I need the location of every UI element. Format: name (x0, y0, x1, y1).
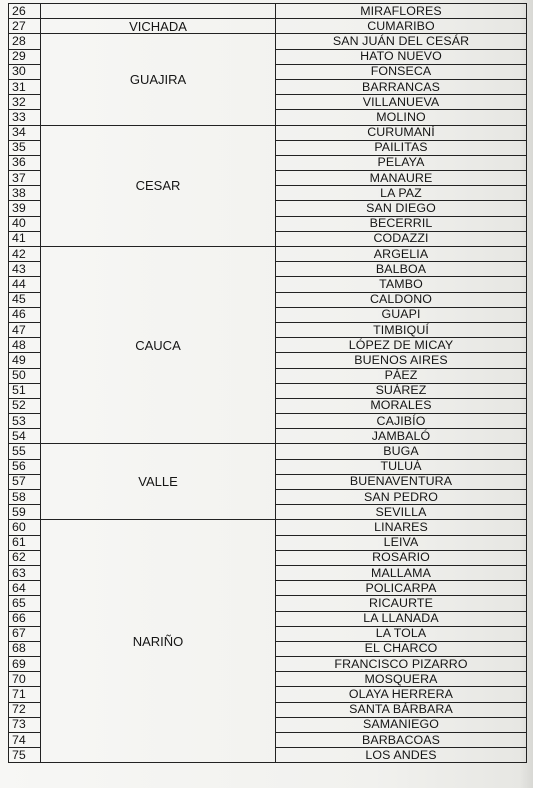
municipality-cell: MALLAMA (276, 565, 527, 580)
municipalities-table (8, 3, 527, 763)
row-number-cell: 74 (9, 733, 41, 748)
municipality-cell: BUENAVENTURA (276, 474, 527, 489)
department-cell: CAUCA (41, 247, 276, 444)
row-number-cell: 46 (9, 307, 41, 322)
row-number-cell: 32 (9, 95, 41, 110)
row-number-cell: 60 (9, 520, 41, 535)
row-number-cell: 42 (9, 247, 41, 262)
row-number-cell: 41 (9, 231, 41, 246)
row-number-cell: 52 (9, 398, 41, 413)
municipalities-table-wrapper (8, 3, 527, 763)
row-number-cell: 51 (9, 383, 41, 398)
department-cell (41, 4, 276, 19)
table-row (9, 34, 527, 49)
row-number-cell: 59 (9, 505, 41, 520)
municipality-cell: BARRANCAS (276, 79, 527, 94)
row-number-cell: 43 (9, 262, 41, 277)
row-number-cell: 67 (9, 626, 41, 641)
department-cell: GUAJIRA (41, 34, 276, 125)
row-number-cell: 75 (9, 748, 41, 763)
row-number-cell: 63 (9, 565, 41, 580)
row-number-cell: 50 (9, 368, 41, 383)
municipality-cell: LOS ANDES (276, 748, 527, 763)
row-number-cell: 68 (9, 641, 41, 656)
municipality-cell: MIRAFLORES (276, 4, 527, 19)
municipality-cell: VILLANUEVA (276, 95, 527, 110)
row-number-cell: 26 (9, 4, 41, 19)
table-row (9, 520, 527, 535)
municipality-cell: LA TOLA (276, 626, 527, 641)
row-number-cell: 36 (9, 155, 41, 170)
row-number-cell: 69 (9, 657, 41, 672)
municipality-cell: FRANCISCO PIZARRO (276, 657, 527, 672)
municipality-cell: LÓPEZ DE MICAY (276, 338, 527, 353)
department-cell: VALLE (41, 444, 276, 520)
municipality-cell: SUÁREZ (276, 383, 527, 398)
row-number-cell: 61 (9, 535, 41, 550)
department-cell: VICHADA (41, 19, 276, 34)
table-body (9, 4, 527, 763)
municipality-cell: MOSQUERA (276, 672, 527, 687)
municipality-cell: LA LLANADA (276, 611, 527, 626)
row-number-cell: 49 (9, 353, 41, 368)
municipality-cell: ROSARIO (276, 550, 527, 565)
municipality-cell: OLAYA HERRERA (276, 687, 527, 702)
municipality-cell: SAN JUÁN DEL CESÁR (276, 34, 527, 49)
row-number-cell: 47 (9, 322, 41, 337)
municipality-cell: SAMANIEGO (276, 717, 527, 732)
row-number-cell: 58 (9, 490, 41, 505)
department-cell: CESAR (41, 125, 276, 247)
municipality-cell: SAN PEDRO (276, 490, 527, 505)
row-number-cell: 56 (9, 459, 41, 474)
row-number-cell: 57 (9, 474, 41, 489)
municipality-cell: LINARES (276, 520, 527, 535)
municipality-cell: HATO NUEVO (276, 49, 527, 64)
municipality-cell: LEIVA (276, 535, 527, 550)
municipality-cell: SEVILLA (276, 505, 527, 520)
municipality-cell: PAILITAS (276, 140, 527, 155)
row-number-cell: 38 (9, 186, 41, 201)
row-number-cell: 30 (9, 64, 41, 79)
municipality-cell: MOLINO (276, 110, 527, 125)
municipality-cell: LA PAZ (276, 186, 527, 201)
municipality-cell: CURUMANÍ (276, 125, 527, 140)
municipality-cell: FONSECA (276, 64, 527, 79)
row-number-cell: 48 (9, 338, 41, 353)
row-number-cell: 70 (9, 672, 41, 687)
municipality-cell: EL CHARCO (276, 641, 527, 656)
row-number-cell: 33 (9, 110, 41, 125)
row-number-cell: 39 (9, 201, 41, 216)
municipality-cell: TIMBIQUÍ (276, 322, 527, 337)
row-number-cell: 35 (9, 140, 41, 155)
municipality-cell: BALBOA (276, 262, 527, 277)
row-number-cell: 54 (9, 429, 41, 444)
municipality-cell: CODAZZI (276, 231, 527, 246)
row-number-cell: 45 (9, 292, 41, 307)
municipality-cell: MORALES (276, 398, 527, 413)
table-row (9, 444, 527, 459)
municipality-cell: SANTA BÁRBARA (276, 702, 527, 717)
municipality-cell: BUENOS AIRES (276, 353, 527, 368)
municipality-cell: ARGELIA (276, 247, 527, 262)
municipality-cell: TULUÁ (276, 459, 527, 474)
municipality-cell: BARBACOAS (276, 733, 527, 748)
row-number-cell: 73 (9, 717, 41, 732)
row-number-cell: 66 (9, 611, 41, 626)
row-number-cell: 64 (9, 581, 41, 596)
row-number-cell: 27 (9, 19, 41, 34)
municipality-cell: BUGA (276, 444, 527, 459)
table-row (9, 4, 527, 19)
municipality-cell: JAMBALÓ (276, 429, 527, 444)
table-row (9, 19, 527, 34)
row-number-cell: 44 (9, 277, 41, 292)
row-number-cell: 28 (9, 34, 41, 49)
row-number-cell: 29 (9, 49, 41, 64)
row-number-cell: 53 (9, 414, 41, 429)
table-row (9, 125, 527, 140)
municipality-cell: GUAPI (276, 307, 527, 322)
municipality-cell: TAMBO (276, 277, 527, 292)
municipality-cell: SAN DIEGO (276, 201, 527, 216)
row-number-cell: 62 (9, 550, 41, 565)
row-number-cell: 40 (9, 216, 41, 231)
row-number-cell: 37 (9, 171, 41, 186)
row-number-cell: 71 (9, 687, 41, 702)
municipality-cell: CUMARIBO (276, 19, 527, 34)
municipality-cell: POLICARPA (276, 581, 527, 596)
municipality-cell: RICAURTE (276, 596, 527, 611)
row-number-cell: 72 (9, 702, 41, 717)
row-number-cell: 65 (9, 596, 41, 611)
row-number-cell: 34 (9, 125, 41, 140)
row-number-cell: 31 (9, 79, 41, 94)
table-row (9, 247, 527, 262)
municipality-cell: CALDONO (276, 292, 527, 307)
municipality-cell: CAJIBÍO (276, 414, 527, 429)
row-number-cell: 55 (9, 444, 41, 459)
municipality-cell: MANAURE (276, 171, 527, 186)
department-cell: NARIÑO (41, 520, 276, 763)
municipality-cell: BECERRIL (276, 216, 527, 231)
municipality-cell: PÁEZ (276, 368, 527, 383)
municipality-cell: PELAYA (276, 155, 527, 170)
